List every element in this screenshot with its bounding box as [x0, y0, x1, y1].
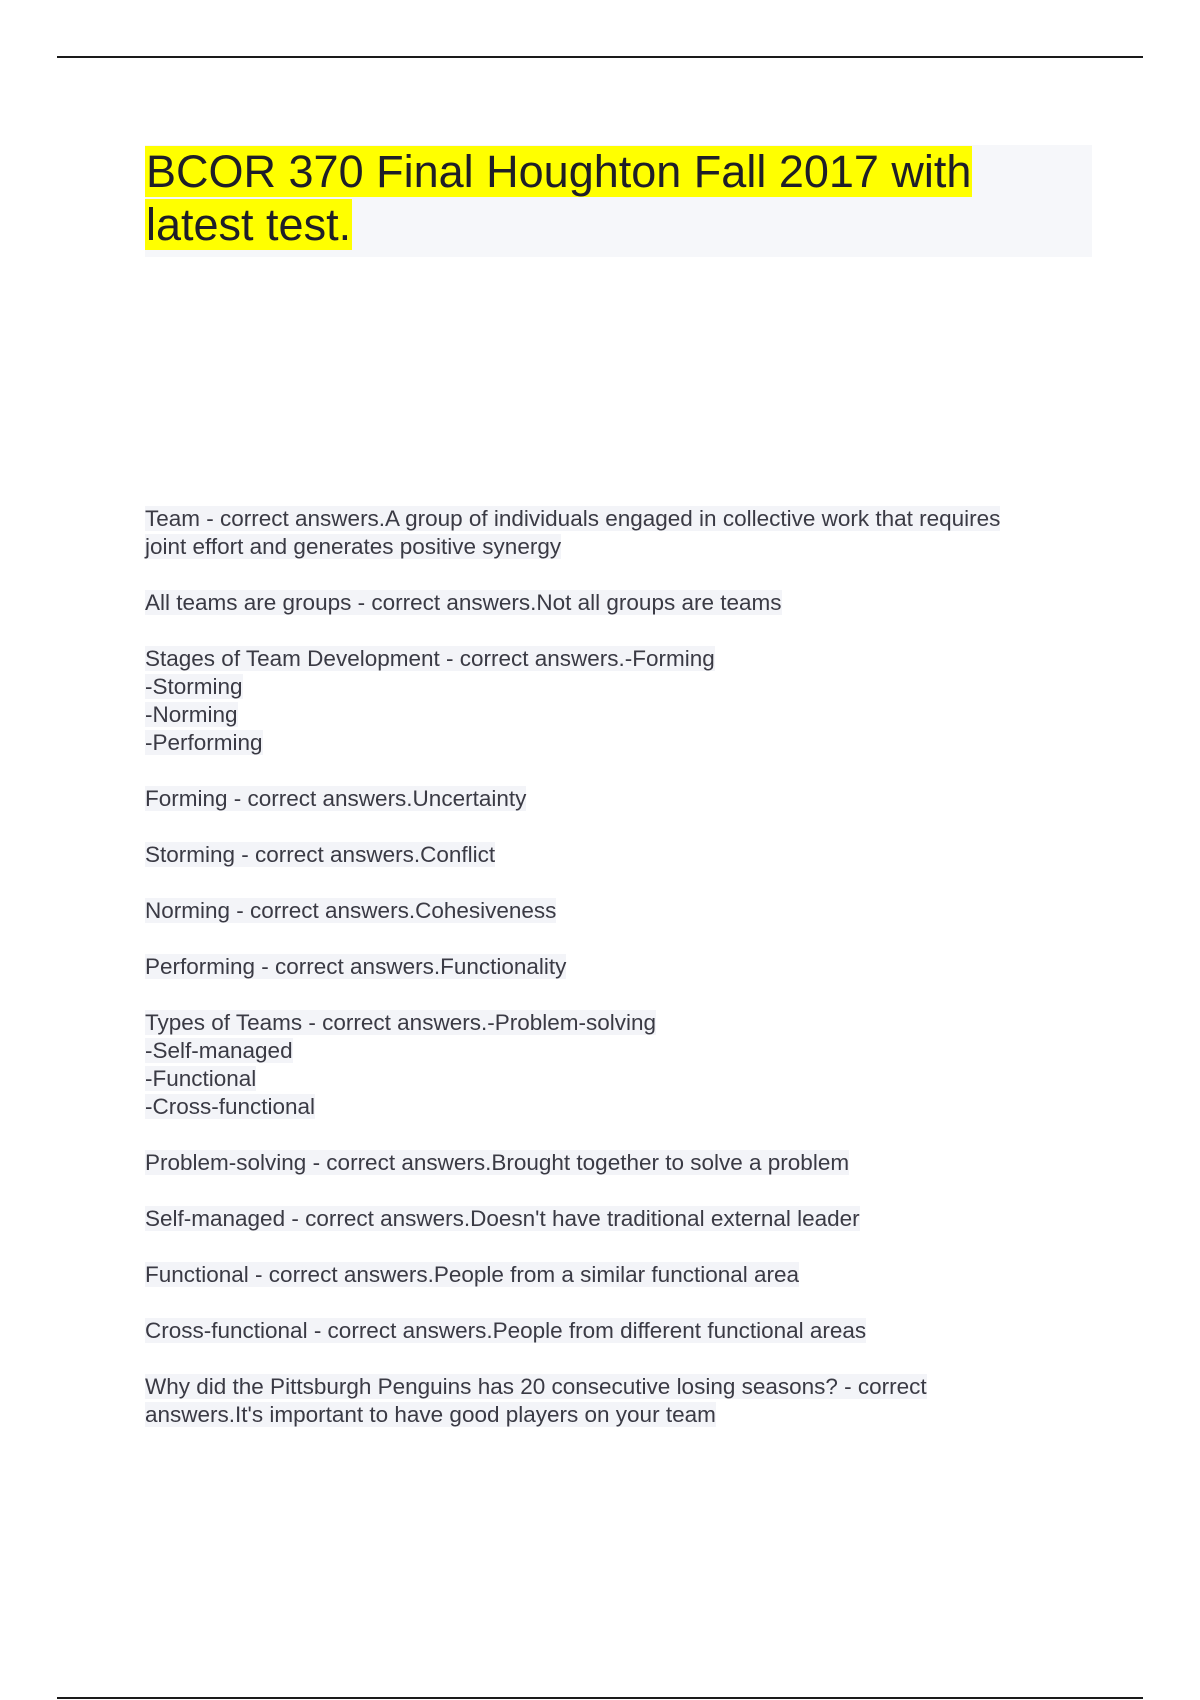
qa-line-text: answers.It's important to have good players on your team — [145, 1402, 716, 1427]
qa-line-text: Storming - correct answers.Conflict — [145, 842, 496, 867]
qa-line-text: -Performing — [145, 730, 263, 755]
qa-line — [145, 533, 1095, 561]
qa-item — [145, 645, 1095, 757]
qa-line-text: Functional - correct answers.People from a similar functional area — [145, 1262, 800, 1287]
top-rule — [57, 56, 1143, 58]
qa-line-text: joint effort and generates positive synergy — [145, 534, 562, 559]
qa-item — [145, 1009, 1095, 1121]
qa-line — [145, 673, 1095, 701]
qa-line-text: Team - correct answers.A group of individuals engaged in collective work that requires — [145, 506, 1001, 531]
bottom-rule — [57, 1697, 1143, 1699]
qa-line-text: Problem-solving - correct answers.Brought together to solve a problem — [145, 1150, 850, 1175]
qa-line-text: Performing - correct answers.Functionality — [145, 954, 567, 979]
qa-line-text: Norming - correct answers.Cohesiveness — [145, 898, 557, 923]
qa-item — [145, 841, 1095, 869]
qa-line-text: Cross-functional - correct answers.People from different functional areas — [145, 1318, 867, 1343]
qa-line — [145, 1149, 1095, 1177]
qa-line-text: -Self-managed — [145, 1038, 293, 1063]
qa-item — [145, 1373, 1095, 1429]
qa-line — [145, 1065, 1095, 1093]
qa-line-text: -Norming — [145, 702, 238, 727]
qa-line — [145, 785, 1095, 813]
qa-line — [145, 1009, 1095, 1037]
qa-line — [145, 505, 1095, 533]
qa-line-text: Forming - correct answers.Uncertainty — [145, 786, 527, 811]
qa-line-text: Types of Teams - correct answers.-Problem-solving — [145, 1010, 657, 1035]
qa-line — [145, 1205, 1095, 1233]
qa-line — [145, 953, 1095, 981]
qa-line-text: -Cross-functional — [145, 1094, 316, 1119]
qa-line — [145, 701, 1095, 729]
document-title — [145, 145, 1045, 251]
qa-line — [145, 1317, 1095, 1345]
qa-line-text: Stages of Team Development - correct answers.-Forming — [145, 646, 715, 671]
qa-line — [145, 841, 1095, 869]
qa-line — [145, 1037, 1095, 1065]
qa-item — [145, 1317, 1095, 1345]
qa-line — [145, 729, 1095, 757]
qa-item — [145, 953, 1095, 981]
qa-list — [145, 505, 1095, 1457]
qa-line-text: Self-managed - correct answers.Doesn't have traditional external leader — [145, 1206, 860, 1231]
qa-line-text: All teams are groups - correct answers.Not all groups are teams — [145, 590, 782, 615]
qa-item — [145, 505, 1095, 561]
qa-line — [145, 1093, 1095, 1121]
qa-line — [145, 645, 1095, 673]
qa-item — [145, 1261, 1095, 1289]
qa-line — [145, 897, 1095, 925]
qa-line — [145, 1373, 1095, 1401]
qa-item — [145, 1205, 1095, 1233]
qa-line — [145, 1261, 1095, 1289]
qa-item — [145, 897, 1095, 925]
qa-line — [145, 589, 1095, 617]
qa-line-text: Why did the Pittsburgh Penguins has 20 consecutive losing seasons? - correct — [145, 1374, 927, 1399]
title-block — [145, 145, 1092, 257]
qa-line-text: -Functional — [145, 1066, 257, 1091]
qa-line-text: -Storming — [145, 674, 243, 699]
title-line-1: BCOR 370 Final Houghton Fall 2017 with — [146, 146, 972, 197]
qa-item — [145, 1149, 1095, 1177]
title-line-2: latest test. — [146, 199, 352, 250]
qa-item — [145, 589, 1095, 617]
qa-item — [145, 785, 1095, 813]
qa-line — [145, 1401, 1095, 1429]
